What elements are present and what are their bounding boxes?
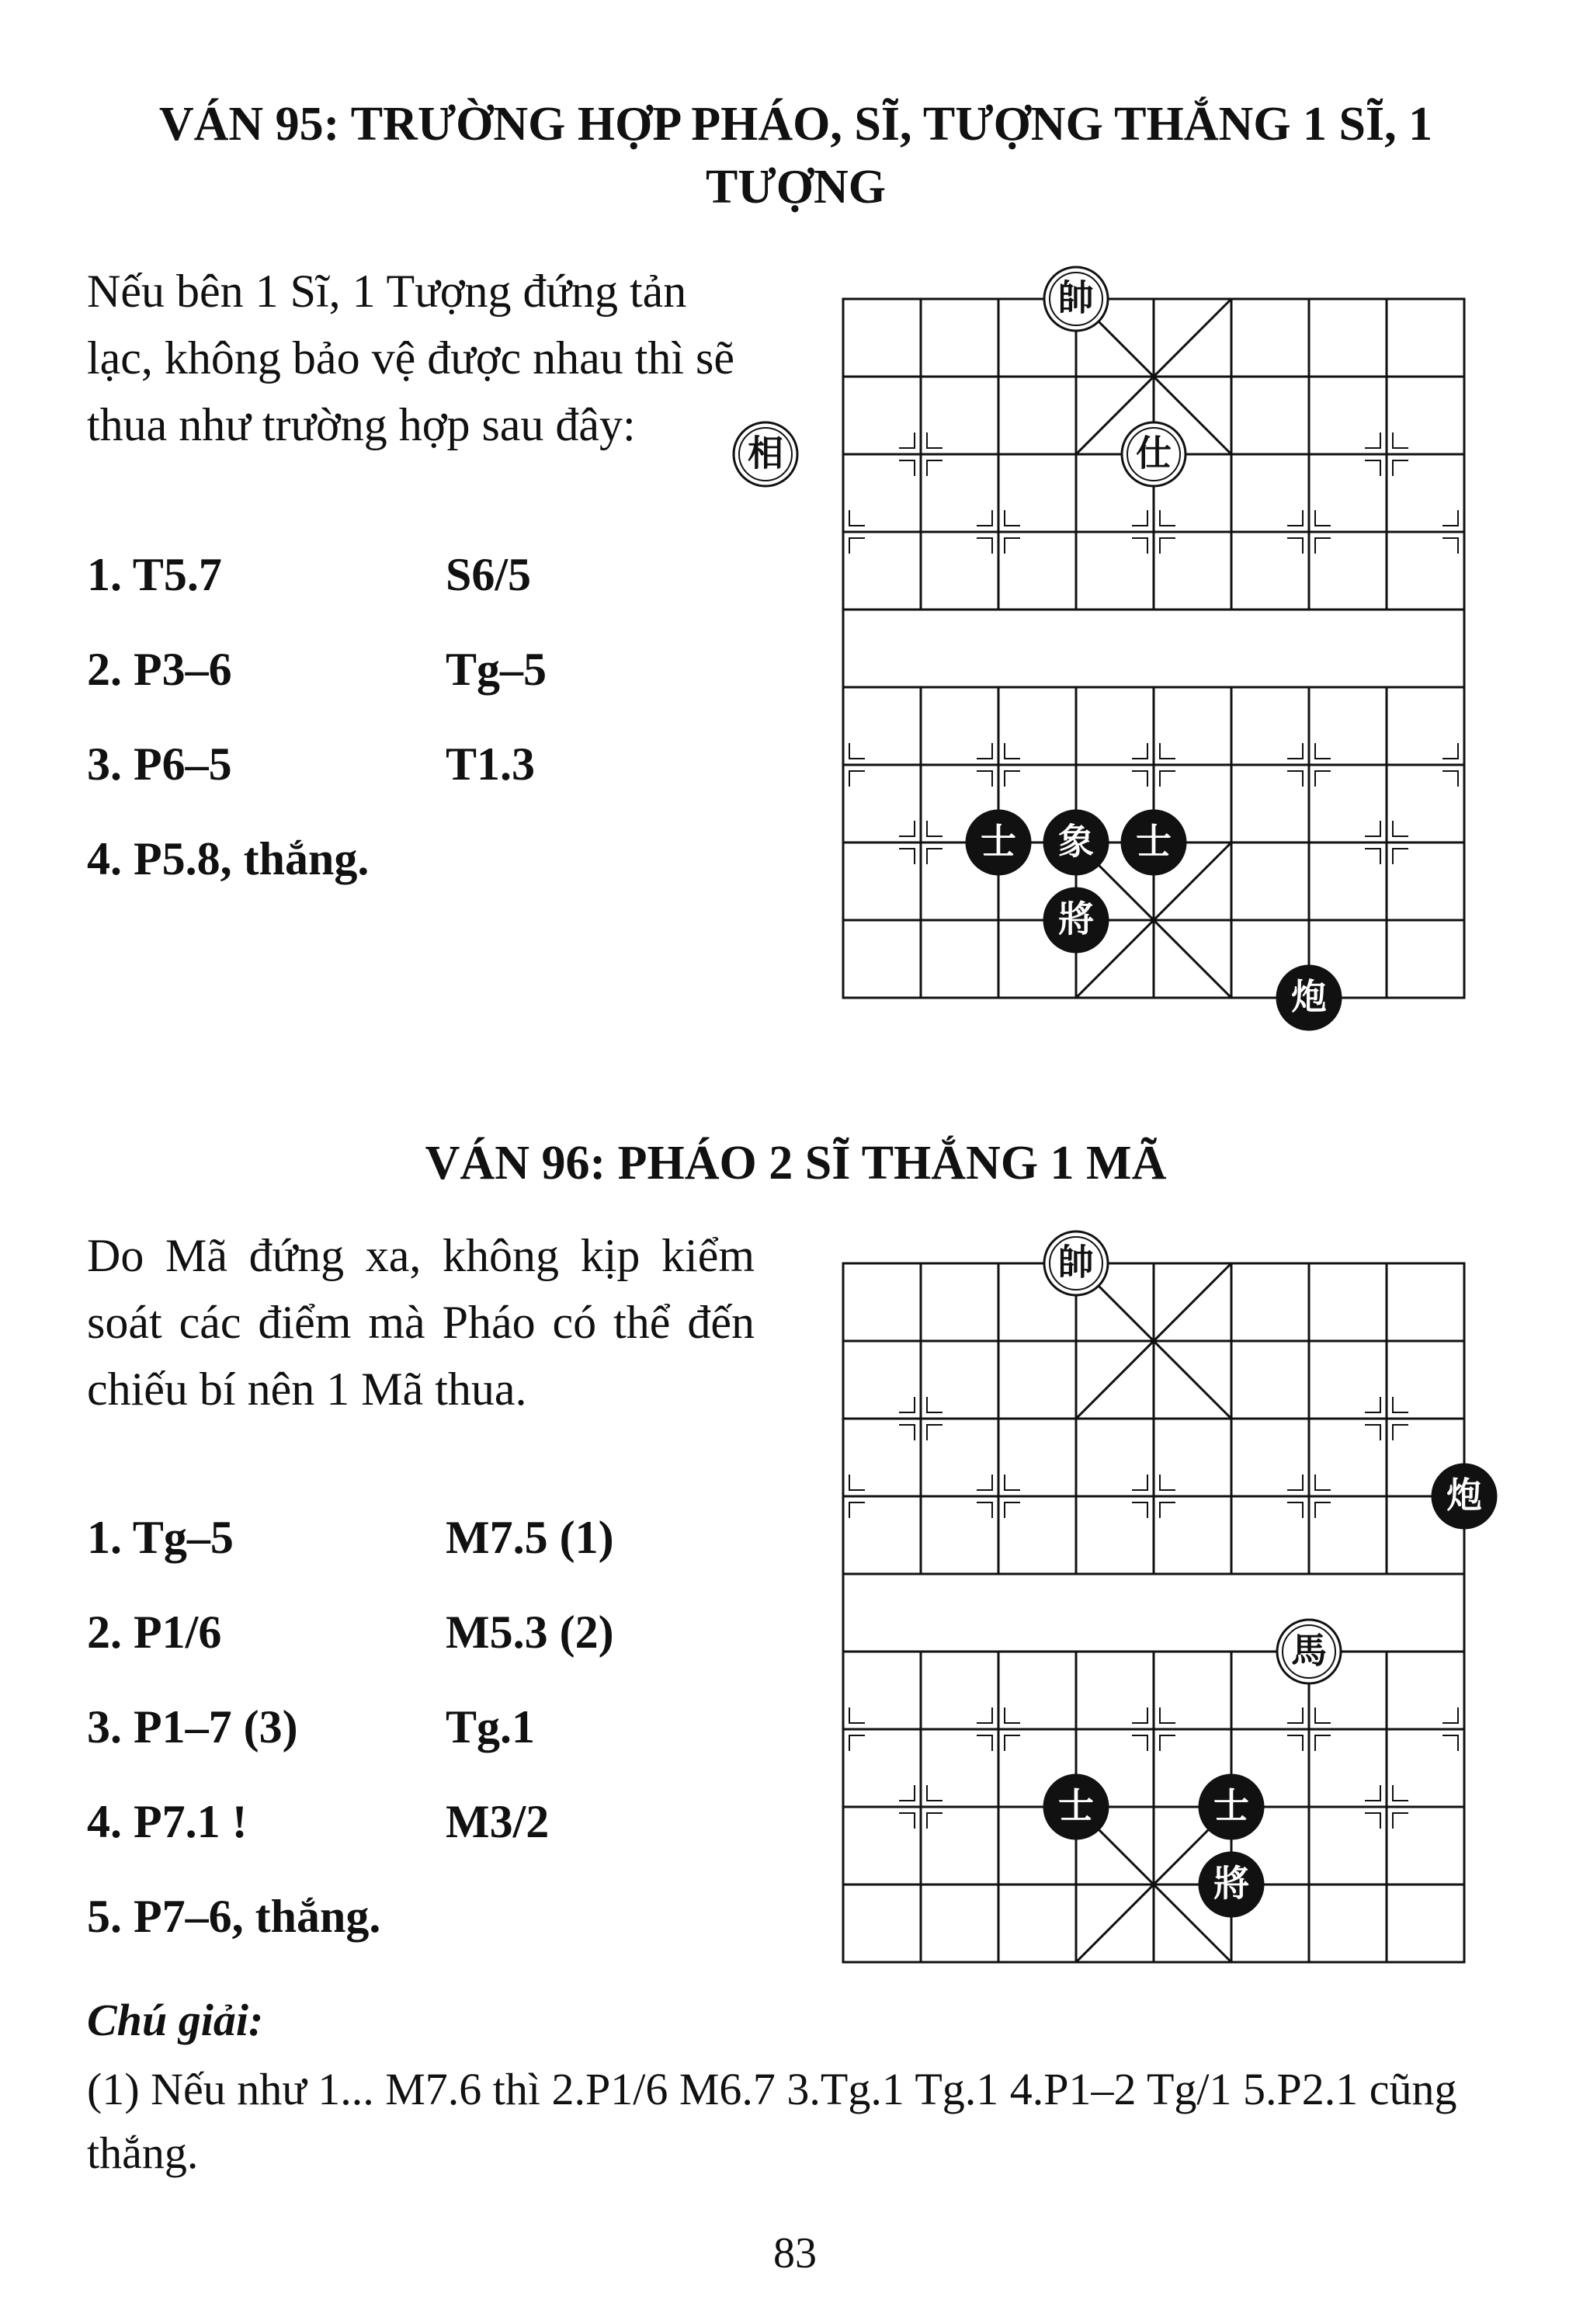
piece-black [1044, 811, 1108, 874]
game-95-board [748, 256, 1491, 1037]
game-95-title: VÁN 95: TRƯỜNG HỢP PHÁO, SĨ, TƯỢNG THẮNG 1 SĨ, 1 TƯỢNG [158, 98, 1433, 214]
board-grid [843, 1263, 1464, 1962]
svg-text:仕: 仕 [1136, 432, 1172, 474]
white-move: 3. P6–5 [87, 738, 232, 790]
white-move: 4. P7.1 ! [87, 1796, 248, 1847]
notes-title: Chú giải: [87, 1995, 264, 2045]
piece-red [734, 422, 797, 486]
piece-black [1199, 1853, 1263, 1916]
black-move: Tg.1 [446, 1701, 536, 1753]
board-grid [843, 299, 1464, 998]
svg-text:將: 將 [1058, 898, 1094, 940]
piece-black [1044, 1775, 1108, 1839]
svg-text:將: 將 [1213, 1862, 1249, 1905]
black-move: T1.3 [446, 738, 536, 790]
piece-red [1044, 1231, 1108, 1295]
piece-black [1122, 811, 1186, 874]
svg-text:帥: 帥 [1058, 276, 1094, 319]
white-move: 1. T5.7 [87, 549, 222, 600]
white-move: 3. P1–7 (3) [87, 1701, 298, 1753]
black-move: Tg–5 [446, 644, 547, 695]
xiangqi-board-svg [792, 1221, 1491, 1997]
black-move: M7.5 (1) [446, 1512, 614, 1563]
svg-text:士: 士 [981, 820, 1016, 863]
white-move: 2. P1/6 [87, 1607, 222, 1658]
game-95-intro: Nếu bên 1 Sĩ, 1 Tượng đứng tản lạc, không bảo vệ được nhau thì sẽ thua như trường hợp sau đây: [87, 266, 735, 450]
svg-text:馬: 馬 [1291, 1629, 1327, 1672]
svg-text:士: 士 [1058, 1784, 1094, 1827]
piece-black [1044, 888, 1108, 952]
page-number: 83 [773, 2229, 817, 2277]
piece-red [1044, 267, 1108, 331]
piece-red [1277, 1620, 1341, 1683]
svg-text:士: 士 [1136, 820, 1172, 863]
white-move: 2. P3–6 [87, 644, 232, 695]
white-move: 1. Tg–5 [87, 1512, 234, 1563]
svg-text:士: 士 [1213, 1784, 1249, 1827]
piece-black [1277, 966, 1341, 1030]
white-move: 5. P7–6, thắng. [87, 1891, 381, 1942]
svg-text:帥: 帥 [1058, 1241, 1094, 1284]
svg-text:相: 相 [748, 432, 783, 474]
game-96-title: VÁN 96: PHÁO 2 SĨ THẮNG 1 MÃ [425, 1137, 1167, 1190]
piece-red [1122, 422, 1186, 486]
xiangqi-board-svg [748, 256, 1491, 1033]
piece-black [1199, 1775, 1263, 1839]
piece-black [1432, 1464, 1496, 1528]
note-item: (1) Nếu như 1... M7.6 thì 2.P1/6 M6.7 3.Tg.1 Tg.1 4.P1–2 Tg/1 5.P2.1 cũng thắng. [87, 2064, 1457, 2178]
black-move: M5.3 (2) [446, 1607, 614, 1658]
svg-text:炮: 炮 [1446, 1474, 1482, 1516]
black-move: S6/5 [446, 549, 532, 600]
black-move: M3/2 [446, 1796, 550, 1847]
piece-black [967, 811, 1030, 874]
game-96-board [792, 1221, 1491, 2001]
svg-text:象: 象 [1058, 820, 1094, 863]
game-96-intro: Do Mã đứng xa, không kịp kiểm soát các điểm mà Pháo có thể đến chiếu bí nên 1 Mã thua. [87, 1230, 755, 1415]
white-move: 4. P5.8, thắng. [87, 833, 370, 884]
svg-text:炮: 炮 [1291, 975, 1327, 1018]
